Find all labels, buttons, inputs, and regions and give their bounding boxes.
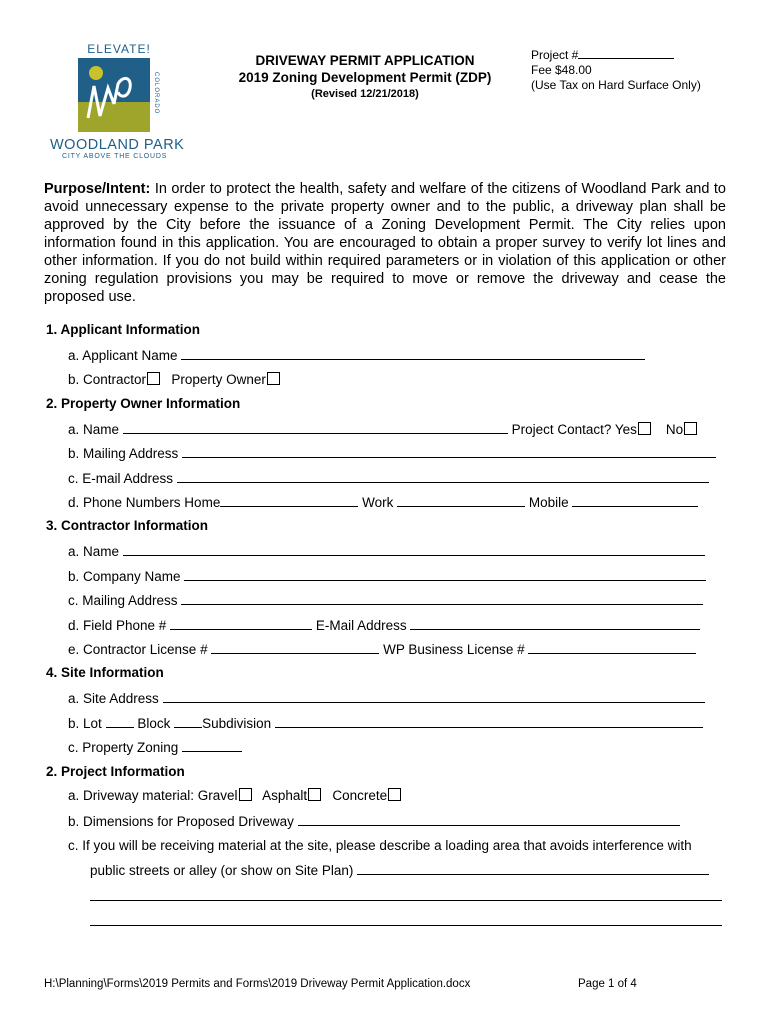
section-project-info: 2. Project Information <box>46 764 185 779</box>
document-header <box>215 52 515 102</box>
logo-tagline: CITY ABOVE THE CLOUDS <box>62 153 168 160</box>
contractor-mailing-field[interactable] <box>181 591 703 605</box>
owner-name-row <box>68 420 697 439</box>
document-subtitle: 2019 Zoning Development Permit (ZDP) <box>238 70 492 85</box>
purpose-label: Purpose/Intent: <box>44 181 151 197</box>
project-contact-label: Project Contact? Yes <box>511 422 637 437</box>
contractor-mailing-row <box>68 591 703 610</box>
purpose-text: In order to protect the health, safety and welfare of the citizens of Woodland Park and to avoid unnecessary expense to the private property owner and to the public, a driveway plan shall be approved by the City before the issuance of a Zoning Development Permit. The City relies upon information found in this application. You are encouraged to obtain a proper survey to verify lot lines and other information. If you do not build within required parameters or in violation of this application or other zoning regulation provisions you may be required to move or remove the driveway and cease the proposed use. <box>44 181 726 305</box>
loading-area-extra-line-2[interactable] <box>90 925 722 926</box>
property-zoning-label: c. Property Zoning <box>68 740 179 755</box>
contractor-label: b. Contractor <box>68 372 147 387</box>
owner-email-row <box>68 469 709 488</box>
section-contractor-info: 3. Contractor Information <box>46 518 209 533</box>
fee-text: Fee $48.00 <box>531 63 592 77</box>
lot-label: b. Lot <box>68 716 102 731</box>
contractor-email-label: E-Mail Address <box>315 618 407 633</box>
contractor-phone-email-row <box>68 616 700 635</box>
applicant-name-field[interactable] <box>181 346 645 360</box>
applicant-name-row <box>68 346 645 365</box>
wp-business-license-field[interactable] <box>528 640 696 654</box>
site-address-field[interactable] <box>163 689 705 703</box>
mobile-phone-label: Mobile <box>528 495 569 510</box>
lot-field[interactable] <box>106 714 134 728</box>
wp-business-license-label: WP Business License # <box>383 642 525 657</box>
applicant-type-row <box>68 371 280 389</box>
loading-area-row <box>90 861 709 880</box>
property-owner-checkbox[interactable] <box>267 372 280 385</box>
loading-area-label: public streets or alley (or show on Site Plan) <box>90 863 354 878</box>
contractor-license-label: e. Contractor License # <box>68 642 208 657</box>
section-property-owner-info: 2. Property Owner Information <box>46 396 241 411</box>
work-phone-label: Work <box>362 495 394 510</box>
owner-phone-row <box>68 493 698 512</box>
contractor-checkbox[interactable] <box>147 372 160 385</box>
loading-area-field[interactable] <box>357 861 709 875</box>
section-site-info: 4. Site Information <box>46 665 164 680</box>
loading-area-question: c. If you will be receiving material at the site, please describe a loading area that avoids interference with <box>68 838 692 853</box>
concrete-checkbox[interactable] <box>388 788 401 801</box>
project-number-label: Project # <box>531 48 579 62</box>
owner-name-field[interactable] <box>123 420 508 434</box>
owner-mailing-row <box>68 444 716 463</box>
logo-colorado-text: COLORADO <box>153 72 159 115</box>
field-phone-label: d. Field Phone # <box>68 618 167 633</box>
logo-elevate-text: ELEVATE! <box>87 42 151 56</box>
zoning-row <box>68 738 242 757</box>
office-use-box <box>531 47 701 93</box>
company-name-field[interactable] <box>184 567 706 581</box>
dimensions-field[interactable] <box>298 812 680 826</box>
owner-mailing-field[interactable] <box>182 444 716 458</box>
revision-date: (Revised 12/21/2018) <box>311 88 419 100</box>
property-zoning-field[interactable] <box>182 738 242 752</box>
owner-mailing-label: b. Mailing Address <box>68 446 179 461</box>
project-number-field[interactable] <box>578 47 674 59</box>
dimensions-row <box>68 812 680 831</box>
owner-email-label: c. E-mail Address <box>68 471 174 486</box>
company-name-label: b. Company Name <box>68 569 181 584</box>
footer-file-path: H:\Planning\Forms\2019 Permits and Forms\2019 Driveway Permit Application.docx <box>44 978 471 990</box>
field-phone-field[interactable] <box>170 616 312 630</box>
property-owner-label: Property Owner <box>171 372 266 387</box>
contractor-mailing-label: c. Mailing Address <box>68 593 178 608</box>
site-address-label: a. Site Address <box>68 691 159 706</box>
document-title: DRIVEWAY PERMIT APPLICATION <box>255 53 475 68</box>
contractor-name-row <box>68 542 705 561</box>
site-address-row <box>68 689 705 708</box>
purpose-paragraph <box>44 180 726 306</box>
loading-area-extra-line-1[interactable] <box>90 900 722 901</box>
footer-page-number: Page 1 of 4 <box>578 978 637 990</box>
tax-note: (Use Tax on Hard Surface Only) <box>531 78 701 92</box>
company-name-row <box>68 567 706 586</box>
license-row <box>68 640 696 659</box>
block-field[interactable] <box>174 714 202 728</box>
contractor-name-label: a. Name <box>68 544 120 559</box>
gravel-checkbox[interactable] <box>239 788 252 801</box>
owner-name-label: a. Name <box>68 422 120 437</box>
contractor-license-field[interactable] <box>211 640 379 654</box>
project-contact-no-checkbox[interactable] <box>684 422 697 435</box>
block-label: Block <box>137 716 171 731</box>
woodland-park-logo <box>48 42 188 167</box>
logo-name: WOODLAND PARK <box>50 137 185 153</box>
project-contact-yes-checkbox[interactable] <box>638 422 651 435</box>
gravel-label: a. Driveway material: Gravel <box>68 788 238 803</box>
asphalt-label: Asphalt <box>262 788 308 803</box>
applicant-name-label: a. Applicant Name <box>68 348 178 363</box>
contractor-name-field[interactable] <box>123 542 705 556</box>
project-contact-no-label: No <box>665 422 684 437</box>
lot-block-row <box>68 714 703 733</box>
subdivision-label: Subdivision <box>202 716 272 731</box>
concrete-label: Concrete <box>332 788 388 803</box>
subdivision-field[interactable] <box>275 714 703 728</box>
owner-email-field[interactable] <box>177 469 709 483</box>
mobile-phone-field[interactable] <box>572 493 698 507</box>
section-applicant-info: 1. Applicant Information <box>46 322 201 337</box>
asphalt-checkbox[interactable] <box>308 788 321 801</box>
logo-mark-icon <box>78 58 158 132</box>
dimensions-label: b. Dimensions for Proposed Driveway <box>68 814 294 829</box>
home-phone-field[interactable] <box>220 493 358 507</box>
work-phone-field[interactable] <box>397 493 525 507</box>
contractor-email-field[interactable] <box>410 616 700 630</box>
driveway-material-row <box>68 787 401 805</box>
home-phone-label: d. Phone Numbers Home <box>68 495 221 510</box>
